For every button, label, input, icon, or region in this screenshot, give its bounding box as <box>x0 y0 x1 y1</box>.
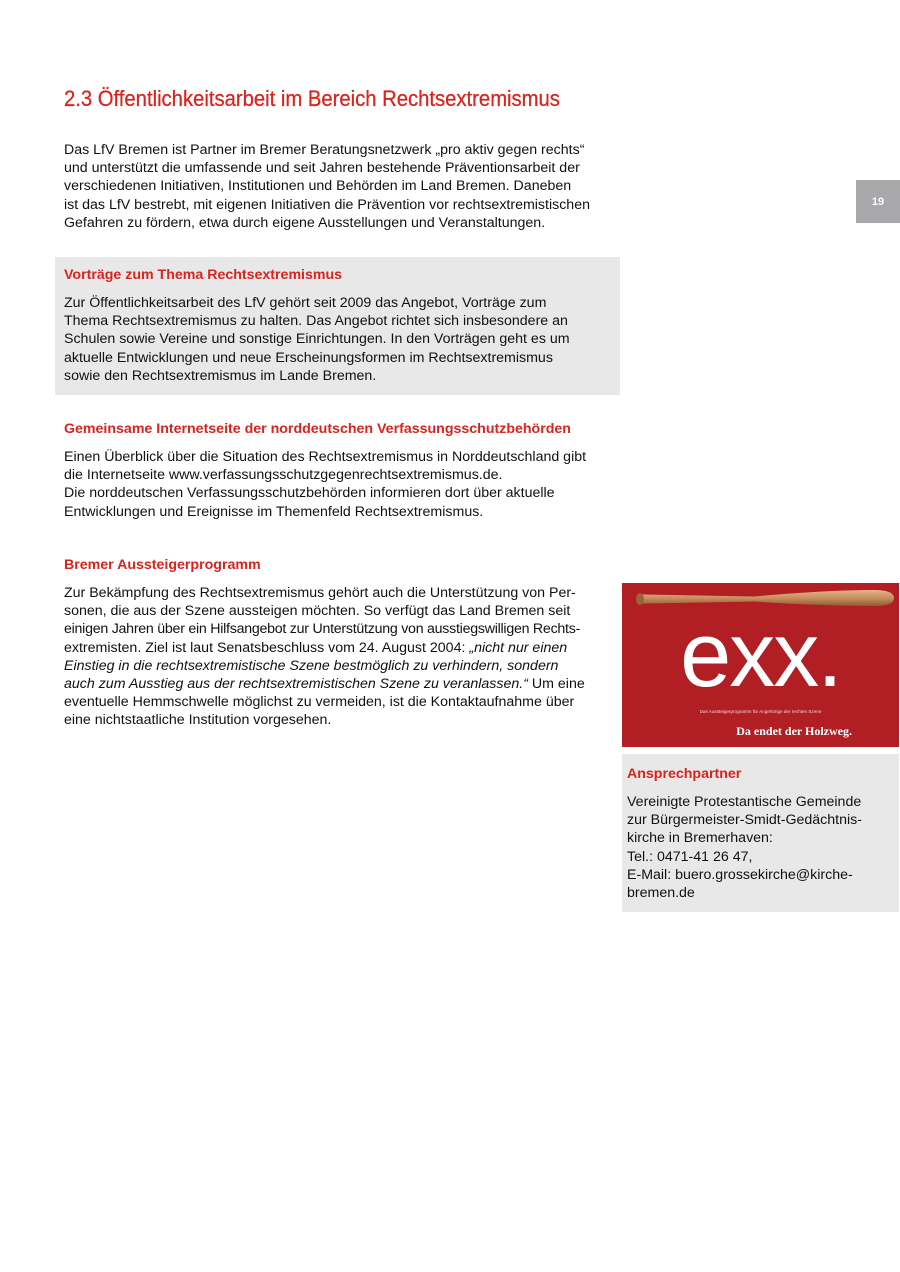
aussteiger-line: eventuelle Hemmschwelle möglichst zu vermeiden, ist die Kontaktaufnahme über <box>64 694 575 711</box>
intro-line: Das LfV Bremen ist Partner im Bremer Beratungsnetzwerk „pro aktiv gegen rechts“ <box>64 142 585 158</box>
contact-title: Ansprechpartner <box>627 766 742 782</box>
vortraege-line: sowie den Rechtsextremismus im Lande Bremen. <box>64 367 377 384</box>
aussteiger-line: einigen Jahren über ein Hilfsangebot zur Unterstützung von ausstiegswilligen Rechts- <box>64 621 581 638</box>
senate-quote: Einstieg in die rechtsextremistische Szene bestmöglich zu verhindern, sondern <box>64 657 559 674</box>
vortraege-line: Schulen sowie Vereine und sonstige Einrichtungen. In den Vorträgen geht es um <box>64 331 570 348</box>
contact-phone: Tel.: 0471-41 26 47, <box>627 848 753 865</box>
aussteiger-title: Bremer Aussteigerprogramm <box>64 557 261 573</box>
vortraege-line: aktuelle Entwicklungen und neue Erscheinungsformen im Rechtsextremismus <box>64 349 553 366</box>
intro-line: und unterstützt die umfassende und seit Jahren bestehende Präventionsarbeit der <box>64 160 580 177</box>
vortraege-line: Thema Rechtsextremismus zu halten. Das Angebot richtet sich insbesondere an <box>64 313 568 330</box>
vortraege-line: Zur Öffentlichkeitsarbeit des LfV gehört seit 2009 das Angebot, Vorträge zum <box>64 295 547 311</box>
contact-line: Vereinigte Protestantische Gemeinde <box>627 794 862 810</box>
aussteiger-line: sonen, die aus der Szene aussteigen möchten. So verfügt das Land Bremen seit <box>64 603 571 620</box>
aussteiger-line: Um eine <box>527 676 585 693</box>
intro-paragraph <box>64 141 612 232</box>
aussteiger-line: Zur Bekämpfung des Rechtsextremismus gehört auch die Unterstützung von Per- <box>64 585 576 601</box>
promo-slogan: Da endet der Holzweg. <box>736 724 852 738</box>
intro-line: ist das LfV bestrebt, mit eigenen Initiativen die Prävention vor rechtsextremistischen <box>64 196 590 213</box>
contact-email: bremen.de <box>627 885 695 902</box>
page-number: 19 <box>871 195 885 208</box>
aussteiger-line: eine nichtstaatliche Institution vorgesehen. <box>64 712 332 729</box>
section-heading: 2.3 Öffentlichkeitsarbeit im Bereich Rechtsextremismus <box>64 86 560 111</box>
internetseite-line: Entwicklungen und Ereignisse im Themenfeld Rechtsextremismus. <box>64 503 484 520</box>
vortraege-paragraph <box>64 294 612 385</box>
promo-subtitle: Das Aussteigerprogramm für Angehörige der rechten Szene <box>699 709 822 714</box>
contact-details <box>627 793 892 902</box>
senate-quote: auch zum Ausstieg aus der rechtsextremistischen Szene zu veranlassen.“ <box>64 676 528 693</box>
exx-promo-image <box>622 583 899 747</box>
contact-line: zur Bürgermeister-Smidt-Gedächtnis- <box>627 812 862 829</box>
aussteiger-paragraph <box>64 584 614 730</box>
exx-logo: exx. <box>680 604 841 706</box>
internetseite-line: Die norddeutschen Verfassungsschutzbehörden informieren dort über aktuelle <box>64 485 555 502</box>
intro-line: Gefahren zu fördern, etwa durch eigene Ausstellungen und Veranstaltungen. <box>64 214 546 231</box>
internetseite-title: Gemeinsame Internetseite der norddeutschen Verfassungsschutzbehörden <box>64 421 571 437</box>
page-number-tab <box>856 180 900 223</box>
intro-line: verschiedenen Initiativen, Institutionen und Behörden im Land Bremen. Daneben <box>64 178 572 195</box>
internetseite-line: die Internetseite www.verfassungsschutzgegenrechtsextremismus.de. <box>64 467 503 484</box>
senate-quote: „nicht nur einen <box>469 639 568 656</box>
contact-email: E-Mail: buero.grossekirche@kirche- <box>627 866 853 883</box>
contact-line: kirche in Bremerhaven: <box>627 830 773 847</box>
vortraege-title: Vorträge zum Thema Rechtsextremismus <box>64 267 343 283</box>
internetseite-line: Einen Überblick über die Situation des Rechtsextremismus in Norddeutschland gibt <box>64 449 587 465</box>
aussteiger-line: extremisten. Ziel ist laut Senatsbeschluss vom 24. August 2004: <box>64 639 470 656</box>
internetseite-paragraph <box>64 448 612 521</box>
